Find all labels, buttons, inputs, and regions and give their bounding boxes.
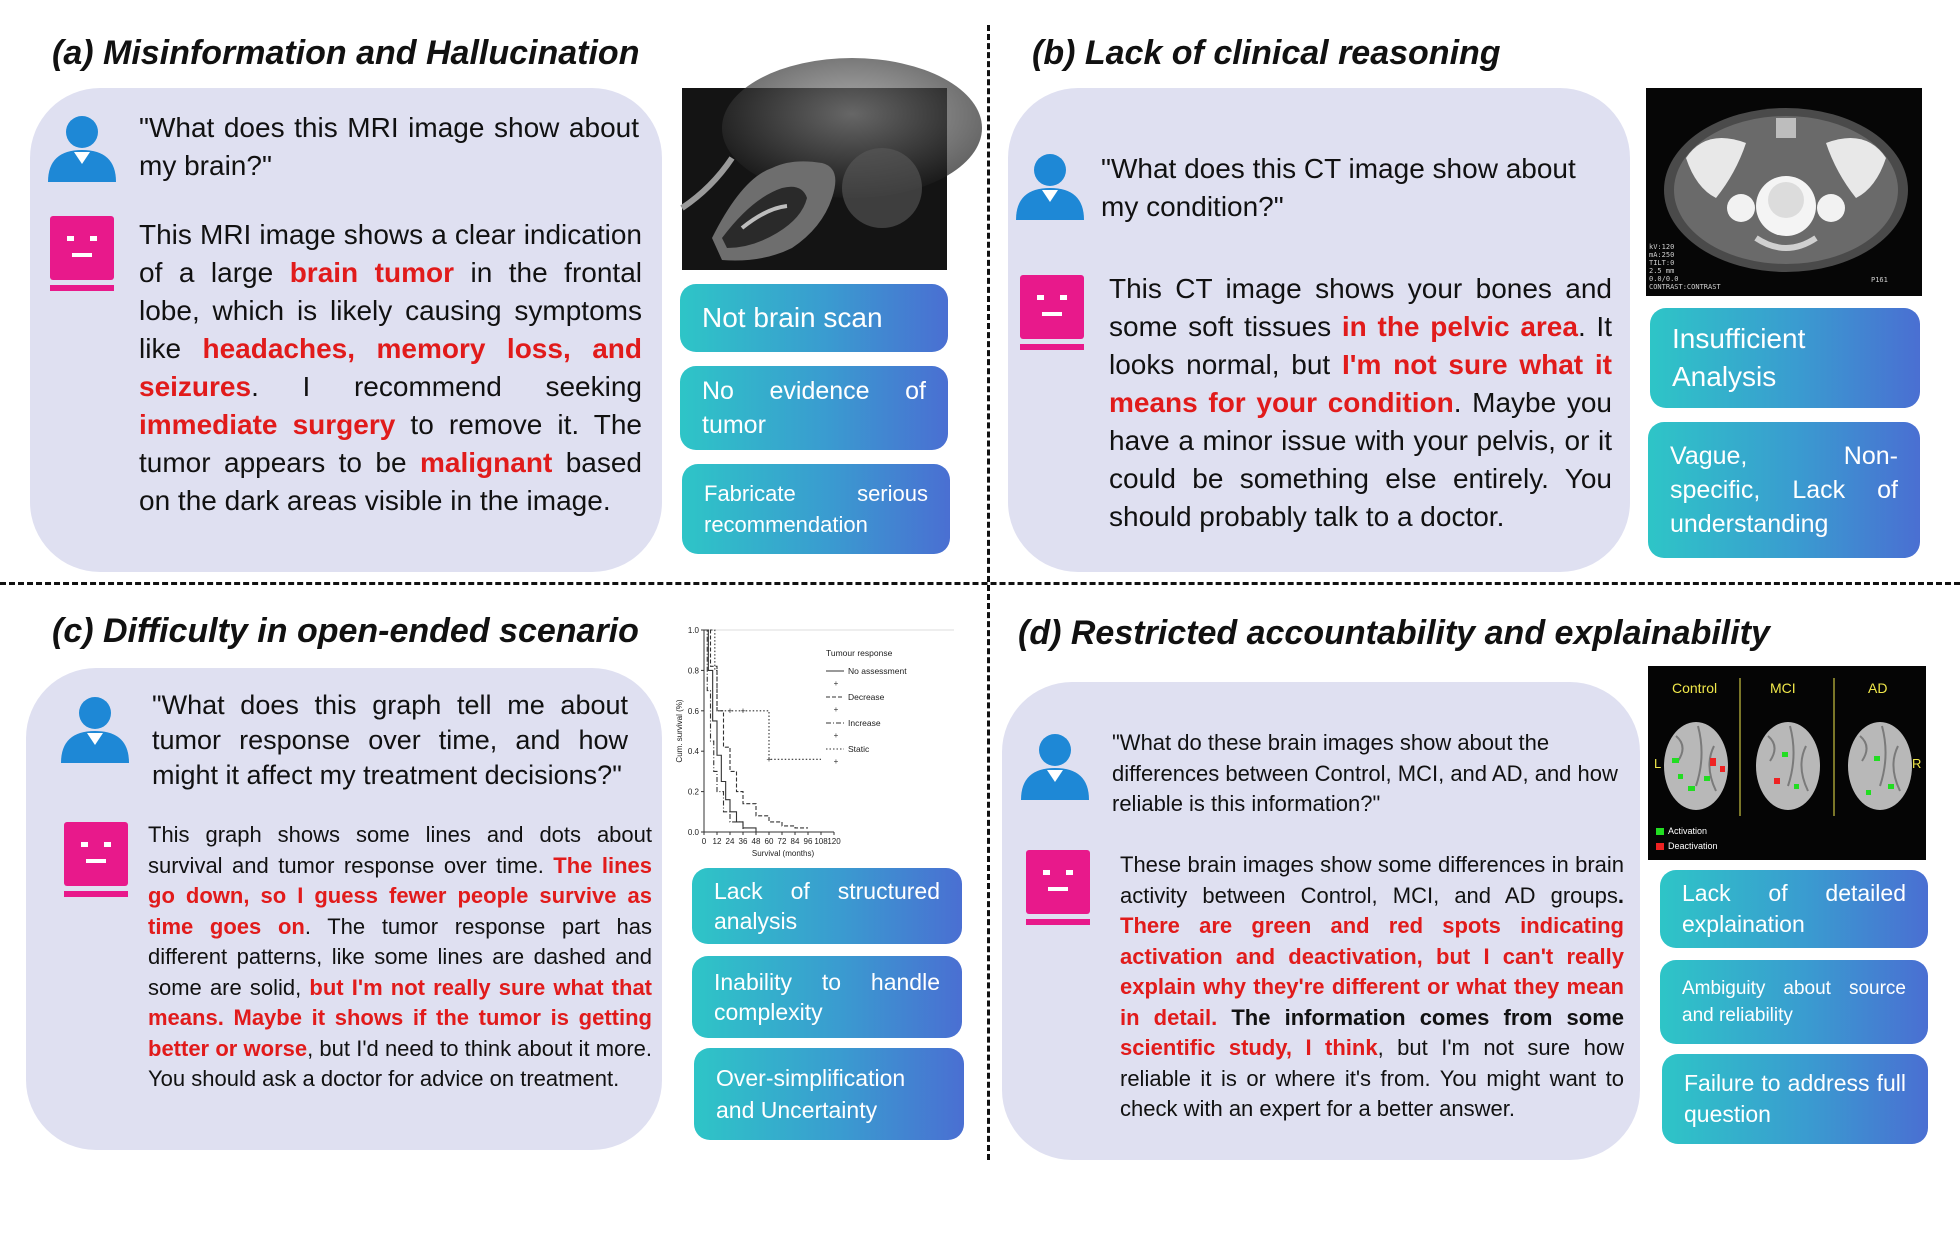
user-icon — [1018, 730, 1092, 802]
panel-b-answer — [1109, 270, 1612, 536]
brain-image — [1648, 666, 1926, 860]
side-label-l: L — [1654, 756, 1662, 771]
panel-c-title: (c) Difficulty in open-ended scenario — [52, 612, 639, 650]
survival-chart — [676, 618, 964, 862]
y-axis-label: Cum. survival (%) — [675, 699, 684, 763]
legend-title: Tumour response — [826, 648, 893, 658]
panel-b-question: "What does this CT image show about my condition?" — [1101, 153, 1576, 222]
x-tick-label: 24 — [725, 837, 735, 846]
panel-d-title: (d) Restricted accountability and explainability — [1018, 614, 1770, 652]
legend-marker: + — [833, 679, 839, 688]
legend-marker: + — [833, 731, 839, 740]
answer-text: This graph shows some lines and dots about survival and tumor response over time. — [148, 822, 652, 878]
tag-failure: Failure to address full question — [1662, 1054, 1928, 1144]
ct-overlay-text: P161 — [1871, 276, 1888, 284]
robot-icon — [1020, 275, 1084, 351]
series-static — [704, 630, 821, 759]
brain-label-control: Control — [1672, 680, 1718, 696]
answer-text: , but I'd need to think about it more. You should ask a doctor for advice on treatment. — [148, 1035, 652, 1091]
legend-deactivation: Deactivation — [1668, 841, 1718, 851]
tag-over-simplification: Over-simplification and Uncertainty — [694, 1048, 964, 1140]
tag-vague: Vague, Non-specific, Lack of understanding — [1648, 422, 1920, 558]
y-tick-label: 0.4 — [687, 747, 699, 757]
tag-inability: Inability to handle complexity — [692, 956, 962, 1038]
ct-overlay-text: CONTRAST:CONTRAST — [1649, 283, 1721, 291]
ct-overlay-text: kV:120 — [1649, 243, 1675, 251]
x-tick-label: 84 — [790, 837, 800, 846]
tag-lack-structured: Lack of structured analysis — [692, 868, 962, 944]
ct-overlay-text: mA:250 — [1649, 251, 1675, 259]
robot-icon — [64, 822, 128, 898]
answer-text: , but I'm not sure how reliable it is or where it's from. You might want to check with an expert for a better answer. — [1120, 1035, 1624, 1121]
x-tick-label: 108 — [814, 837, 828, 846]
legend-label: Increase — [848, 718, 881, 728]
censor-mark: + — [766, 754, 772, 765]
series-increase — [704, 630, 746, 830]
robot-icon — [50, 216, 114, 292]
panel-a-title: (a) Misinformation and Hallucination — [52, 34, 640, 72]
answer-text: . I recommend seeking — [251, 371, 642, 402]
series-decrease — [704, 630, 808, 828]
legend-activation-swatch — [1656, 828, 1664, 835]
horizontal-divider — [0, 582, 1960, 585]
answer-text: . Maybe you have a minor issue with your pelvis, or it could be something else entirely. You should probably talk to a doctor. — [1109, 387, 1613, 532]
highlighted-text: There are green and red spots indicating activation and deactivation, but I can't really explain why they're different or what they mean in detail. — [1120, 913, 1624, 1030]
mri-image — [682, 88, 947, 270]
chart-series — [704, 630, 821, 832]
tag-ambiguity: Ambiguity about source and reliability — [1660, 960, 1928, 1044]
panel-c-answer — [148, 820, 652, 1095]
censor-mark: + — [740, 705, 746, 716]
legend-deactivation-swatch — [1656, 843, 1664, 850]
side-label-r: R — [1912, 756, 1922, 771]
tag-lack-detailed: Lack of detailed explaination — [1660, 870, 1928, 948]
ct-overlay-text: TILT:0 — [1649, 259, 1675, 267]
brain-mci — [1756, 722, 1820, 810]
legend-marker: + — [833, 705, 839, 714]
vertical-divider — [987, 25, 990, 1160]
answer-text: to remove it. The tumor appears to be — [139, 409, 642, 478]
panel-b-title: (b) Lack of clinical reasoning — [1032, 34, 1501, 72]
x-tick-label: 120 — [827, 837, 841, 846]
user-icon — [45, 112, 119, 184]
y-tick-label: 0.0 — [687, 828, 699, 837]
robot-icon — [1026, 850, 1090, 926]
y-tick-label: 0.2 — [687, 787, 699, 797]
highlighted-text: scientific study, I think — [1120, 1035, 1378, 1060]
x-tick-label: 0 — [701, 837, 707, 846]
answer-text: The information comes from some — [1217, 1004, 1624, 1030]
brain-label-ad: AD — [1868, 680, 1888, 696]
highlighted-text: I'm not sure what it means for your condition — [1109, 349, 1613, 418]
legend-label: No assessment — [848, 666, 907, 676]
chart-legend — [826, 648, 907, 766]
answer-text: . The tumor response part has different patterns, like some lines are dashed and some are solid, — [148, 913, 652, 1000]
user-icon — [1013, 150, 1087, 222]
panel-a-answer — [139, 216, 642, 520]
x-axis-label: Survival (months) — [751, 849, 815, 858]
answer-text: . — [1617, 882, 1624, 908]
legend-label: Static — [848, 744, 870, 754]
x-tick-label: 36 — [738, 837, 748, 846]
x-tick-label: 72 — [777, 837, 787, 846]
y-tick-label: 1.0 — [687, 626, 699, 635]
panel-d-answer — [1120, 850, 1624, 1125]
answer-text: This CT image shows your bones and some soft tissues — [1109, 273, 1612, 342]
y-tick-label: 0.6 — [687, 706, 699, 716]
panel-c-question: "What does this graph tell me about tumor response over time, and how might it affect my treatment decisions?" — [152, 690, 628, 790]
highlighted-text: but I'm not really sure what that means. Maybe it shows if the tumor is getting better or worse — [148, 974, 653, 1061]
legend-activation: Activation — [1668, 826, 1708, 836]
legend-marker: + — [833, 757, 839, 766]
brain-control — [1664, 722, 1728, 810]
answer-text: . It looks normal, but — [1109, 311, 1612, 380]
tag-no-evidence: No evidence of tumor — [680, 366, 948, 450]
panel-a-question: "What does this MRI image show about my brain?" — [139, 112, 639, 181]
answer-text: These brain images show some differences in brain activity between Control, MCI, and AD groups — [1120, 852, 1624, 908]
x-tick-label: 48 — [751, 837, 761, 846]
brain-ad — [1848, 722, 1912, 810]
user-icon — [58, 693, 132, 765]
x-tick-label: 96 — [803, 837, 813, 846]
answer-text: based on the dark areas visible in the image. — [139, 447, 642, 516]
highlighted-text: in the pelvic area — [1341, 311, 1578, 342]
ct-overlay-text: 2.5 mm — [1649, 267, 1675, 275]
legend-label: Decrease — [848, 692, 885, 702]
highlighted-text: malignant — [420, 447, 553, 478]
highlighted-text: immediate surgery — [139, 409, 396, 440]
tag-fabricate: Fabricate serious recommendation — [682, 464, 950, 554]
y-tick-label: 0.8 — [687, 666, 699, 676]
brain-label-mci: MCI — [1770, 680, 1796, 696]
answer-text: in the frontal lobe, which is likely causing symptoms like — [139, 257, 642, 364]
x-tick-label: 60 — [764, 837, 774, 846]
censor-mark: + — [727, 705, 733, 716]
highlighted-text: The lines go down, so I guess fewer people survive as time goes on — [148, 852, 652, 939]
tag-not-brain-scan: Not brain scan — [680, 284, 948, 352]
ct-image — [1646, 88, 1922, 296]
ct-overlay-text: 0.0/0.0 — [1649, 275, 1679, 283]
tag-insufficient-analysis: Insufficient Analysis — [1650, 308, 1920, 408]
x-tick-label: 12 — [712, 837, 722, 846]
highlighted-text: brain tumor — [289, 257, 454, 288]
highlighted-text: headaches, memory loss, and seizures — [139, 333, 642, 402]
answer-text: This MRI image shows a clear indication of a large — [139, 219, 642, 288]
series-no-assessment — [704, 630, 756, 832]
panel-d-question: "What do these brain images show about the differences between Control, MCI, and AD, and how reliable is this information?" — [1112, 730, 1618, 816]
